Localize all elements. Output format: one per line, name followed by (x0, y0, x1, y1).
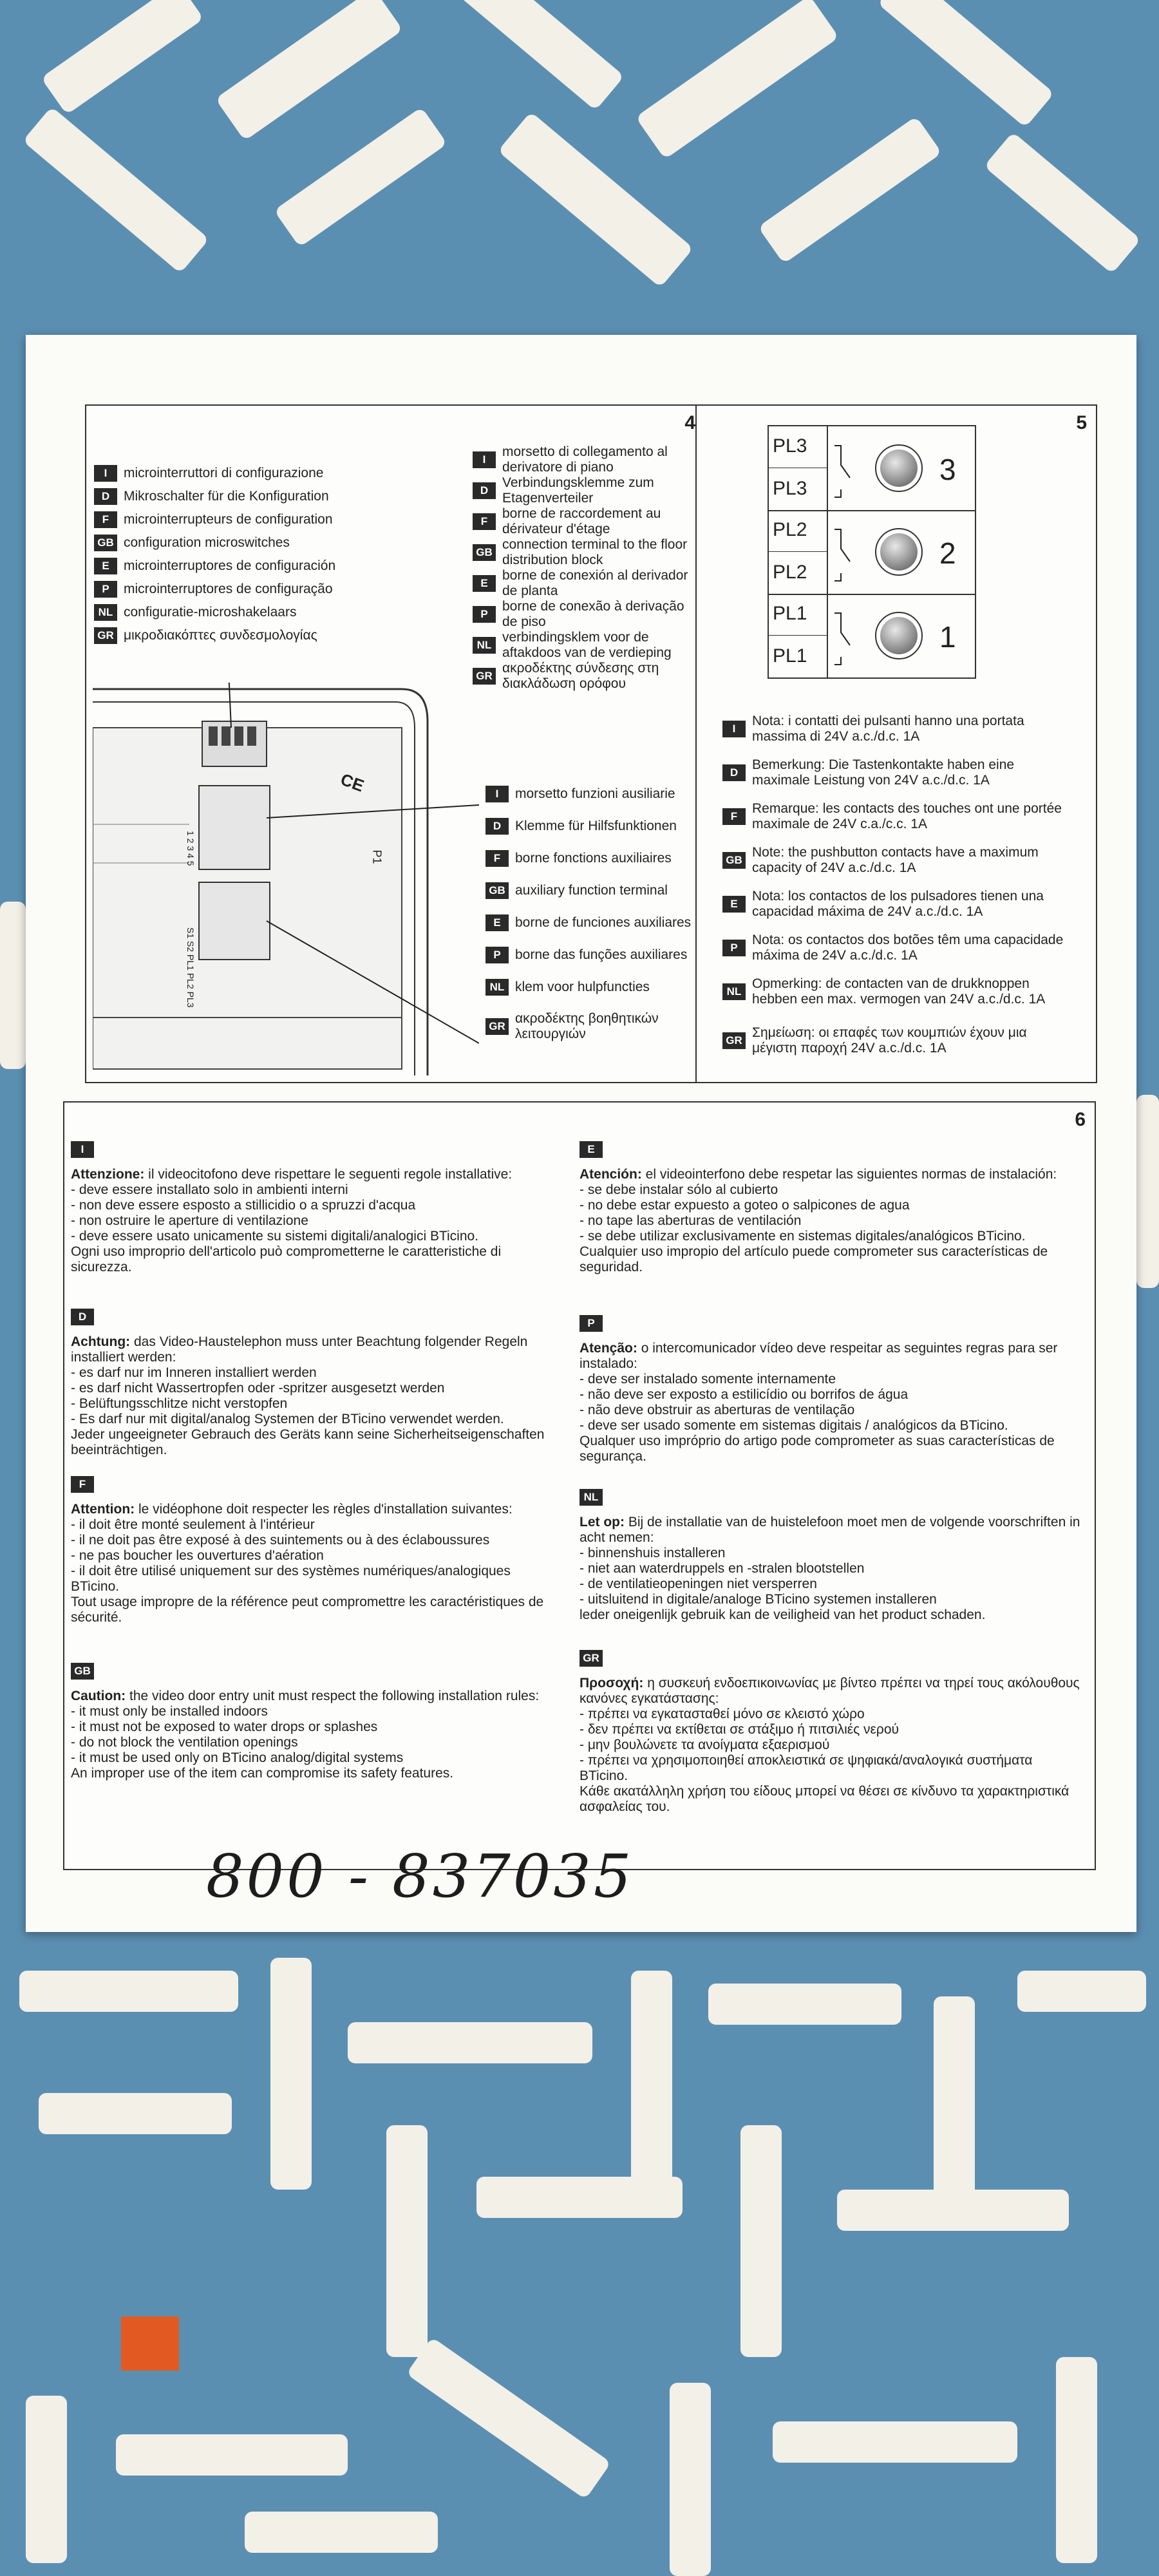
label-row: P microinterruptores de configuração (94, 581, 333, 598)
note-row: D Bemerkung: Die Tastenkontakte haben eine maximale Leistung von 24V a.c./d.c. 1A (722, 757, 1070, 788)
label-row: GR ακροδέκτης σύνδεσης στη διακλάδωση ορόφου (473, 661, 701, 692)
label-row: I morsetto di collegamento al derivatore di piano (473, 444, 701, 475)
label-row: I microinterruttori di configurazione (94, 465, 323, 482)
label-row: NL verbindingsklem voor de aftakdoos van de verdieping (473, 630, 701, 661)
label-row: NL klem voor hulpfuncties (485, 979, 698, 996)
safety-block-nl: NL Let op: Bij de installatie van de huistelefoon moet men de volgende voorschriften in acht nemen: - binnenshuis installeren - niet aan waterdruppels en -stralen blootstellen - de ventilatieopeningen niet versperren - uitsluitend in digitale/analoge BTicino systemen installeren leder oneigenlijk gebruik kan de veiligheid van het product schaden. (580, 1489, 1082, 1623)
terminal-numbers: 1 2 3 4 5 (185, 831, 196, 866)
note-row: P Nota: os contactos dos botões têm uma capacidade máxima de 24V a.c./d.c. 1A (722, 933, 1070, 963)
pushbutton-diagram (768, 425, 976, 679)
page-number: 6 (1075, 1109, 1086, 1130)
label-row: P borne de conexão à derivação de piso (473, 599, 701, 630)
page-4-panel (85, 404, 706, 1083)
note-row: GB Note: the pushbutton contacts have a maximum capacity of 24V a.c./d.c. 1A (722, 845, 1070, 876)
pl1-label: PL1 (773, 645, 807, 667)
safety-block-d: D Achtung: das Video-Haustelephon muss unter Beachtung folgender Regeln installiert werden: - es darf nur im Inneren installiert werden - es darf nicht Wassertropfen oder -spritzer ausgesetzt werden - Belüftungsschlitze nicht verstopfen - Es darf nur mit digital/analog Systemen der BTicino verwendet werden. Jeder ungeeigneter Gebrauch des Geräts kann seine Sicherheitseigenschaften beeinträchtigen. (71, 1309, 547, 1458)
label-row: E borne de conexión al derivador de planta (473, 568, 701, 599)
label-row: GB configuration microswitches (94, 535, 290, 551)
label-row: NL configuratie-microshakelaars (94, 604, 296, 621)
p1-label: P1 (370, 849, 384, 864)
pl3-label: PL3 (773, 435, 807, 457)
pl1-label: PL1 (773, 603, 807, 624)
note-row: GR Σημείωση: οι επαφές των κουμπιών έχουν μια μέγιστη παροχή 24V a.c./d.c. 1A (722, 1025, 1070, 1056)
note-row: I Nota: i contatti dei pulsanti hanno una portata massima di 24V a.c./d.c. 1A (722, 714, 1070, 744)
label-row: GR ακροδέκτης βοηθητικών λειτουργιών (485, 1011, 698, 1042)
label-row: P borne das funções auxiliares (485, 947, 698, 963)
pl2-label: PL2 (773, 519, 807, 540)
note-row: F Remarque: les contacts des touches ont une portée maximale de 24V c.a./c.c. 1A (722, 801, 1070, 832)
ce-mark: CE (338, 769, 367, 796)
pl2-label: PL2 (773, 562, 807, 583)
label-row: D Verbindungsklemme zum Etagenverteiler (473, 475, 701, 506)
page-6-panel (63, 1101, 1096, 1870)
safety-block-e: E Atención: el videointerfono debe respetar las siguientes normas de instalación: - se debe instalar sólo al cubierto - no debe estar expuesto a goteo o salpicones de agua - no tape las aberturas de ventilación - se debe utilizar exclusivamente en sistemas digitales/analógicos BTicino. Cualquier uso impropio del artículo puede comprometer sus características de seguridad. (580, 1141, 1082, 1275)
page-5-panel (695, 404, 1097, 1083)
safety-block-gr: GR Προσοχή: η συσκευή ενδοεπικοινωνίας με βίντεο πρέπει να τηρεί τους ακόλουθους κανόνες εγκατάστασης: - πρέπει να εγκατασταθεί μόνο σε κλειστό χώρο - δεν πρέπει να εκτίθεται σε στάξιμο ή πιτσιλιές νερού - μην βουλώνετε τα ανοίγματα εξαερισμού - πρέπει να χρησιμοποιηθεί αποκλειστικά σε ψηφιακά/αναλογικά συστήματα BTicino. Κάθε ακατάλληλη χρήση του είδους μπορεί να θέσει σε κίνδυνο τα χαρακτηριστικά ασφαλείας του. (580, 1650, 1082, 1815)
orange-square (121, 2316, 179, 2371)
label-row: GB connection terminal to the floor distribution block (473, 537, 701, 568)
button-number-3: 3 (939, 453, 956, 486)
label-row: E microinterruptores de configuración (94, 558, 335, 574)
label-row: GR μικροδιακόπτες συνδεσμολογίας (94, 627, 317, 644)
label-row: D Klemme für Hilfsfunktionen (485, 818, 698, 835)
instruction-sheet (26, 335, 1136, 1932)
button-number-1: 1 (939, 620, 956, 654)
safety-block-p: P Atenção: o intercomunicador vídeo deve respeitar as seguintes regras para ser instalado: - deve ser instalado somente internamente - não deve ser exposto a estilicídio ou borrifos de água - não deve obstruir as aberturas de ventilação - deve ser usado somente em sistemas digitais / analógicos da BTicino. Qualquer uso impróprio do artigo pode comprometer as suas características de segurança. (580, 1315, 1082, 1464)
pl3-label: PL3 (773, 478, 807, 499)
page-number: 4 (684, 412, 695, 433)
label-row: I morsetto funzioni ausiliarie (485, 786, 698, 802)
terminal-labels: S1 S2 PL1 PL2 PL3 (185, 927, 196, 1008)
device-back-diagram (93, 683, 479, 1075)
note-row: E Nota: los contactos de los pulsadores tienen una capacidad máxima de 24V a.c./d.c. 1A (722, 889, 1070, 920)
button-number-2: 2 (939, 536, 956, 570)
safety-block-gb: GB Caution: the video door entry unit must respect the following installation rules: - it must only be installed indoors - it must not be exposed to water drops or splashes - do not block the ventilation openings - it must be used only on BTicino analog/digital systems An improper use of the item can compromise its safety features. (71, 1663, 547, 1781)
label-row: F borne fonctions auxiliaires (485, 850, 698, 867)
handwritten-number: 800 - 837035 (206, 1842, 634, 1911)
label-row: E borne de funciones auxiliares (485, 914, 698, 931)
page-number: 5 (1076, 412, 1087, 433)
label-row: GB auxiliary function terminal (485, 882, 698, 899)
note-row: NL Opmerking: de contacten van de drukknoppen hebben een max. vermogen van 24V a.c./d.c. 1A (722, 976, 1070, 1007)
label-row: F borne de raccordement au dérivateur d'étage (473, 506, 701, 537)
safety-block-f: F Attention: le vidéophone doit respecter les règles d'installation suivantes: - il doit être monté seulement à l'intérieur - il ne doit pas être exposé à des suintements ou à des éclaboussures - ne pas boucher les ouvertures d'aération - il doit être utilisé uniquement sur des systèmes numériques/analogiques BTicino. Tout usage impropre de la référence peut compromettre les caractéristiques de sécurité. (71, 1476, 547, 1625)
safety-block-i: I Attenzione: il videocitofono deve rispettare le seguenti regole installative: - deve essere installato solo in ambienti interni - non deve essere esposto a stillicidio o a spruzzi d'acqua - non ostruire le aperture di ventilazione - deve essere usato unicamente su sistemi digitali/analogici BTicino. Ogni uso improprio dell'articolo può comprometterne le caratteristiche di sicurezza. (71, 1141, 547, 1275)
label-row: D Mikroschalter für die Konfiguration (94, 488, 329, 505)
label-row: F microinterrupteurs de configuration (94, 511, 333, 528)
